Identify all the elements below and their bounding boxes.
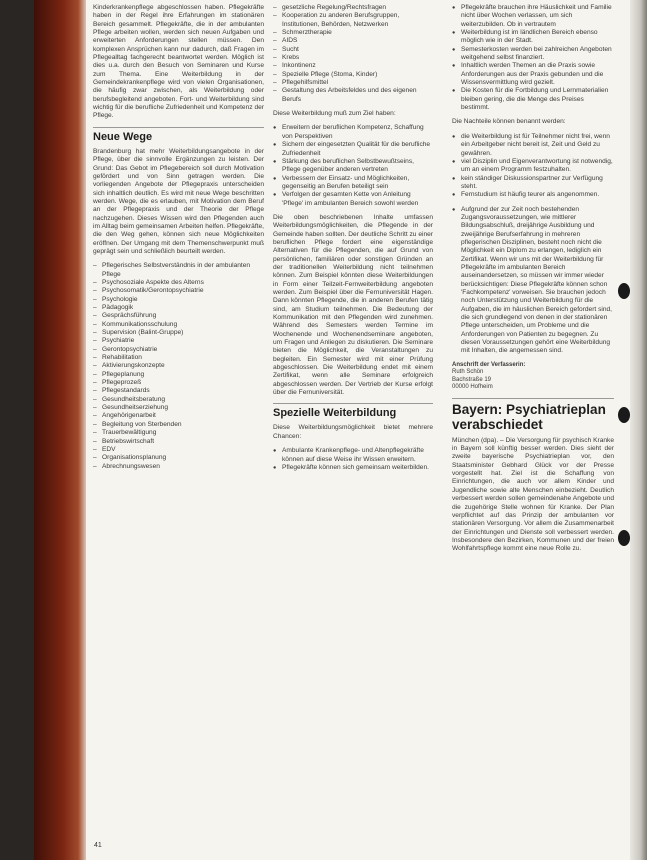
list-item: ● die Weiterbildung ist für Teilnehmer nicht frei, wenn ein Arbeitgeber nicht bereit ist, Zeit und Geld zu gewähren. — [452, 133, 614, 158]
address-line: Bachstraße 19 — [452, 376, 492, 383]
col3-drawbacks-list — [452, 133, 614, 200]
col3-tail-list — [452, 206, 614, 356]
list-item: ● Pflegekräfte können sich gemeinsam weiterbilden. — [273, 464, 433, 472]
col2-body-paragraph: Die oben beschriebenen Inhalte umfassen Weiterbildungsmöglichkeiten, die Pflegende in der Gemeinde haben sollten. Der deutliche Schritt zu einer beruflichen Pflege fordert eine eigenständige Alternativen für die Pflegenden, die auf Grund von persönlichen, familiären oder sonstigen Gründen an der traditionellen Weiterbildung nicht teilnehmen können. Zum Beispiel könnten diese Weiterbildungen in Form einer Teilzeit-Fernweiterbildung angeboten werden. Zum Beispiel über die Fernuniversität Hagen. Dann könnten Pflegende, die in anderen Berufen tätig sind, am Studium teilnehmen. Die Bedeutung der Kommunikation mit den Pflegenden wird zunehmen. Während des Semesters werden Termine im Wochenende und Wochenendseminare angeboten, um Fragen und Anliegen zu diskutieren. Die Seminare bieten die Möglichkeit, die Veranstaltungen zu begleiten. Ein Semester wird mit einer Prüfung abgeschlossen. Die Weiterbildung endet mit einem Zertifikat, wenn alle Seminare erfolgreich abgeschlossen werden. Der Vertrieb der Kurse erfolgt über die Fernuniversität. — [273, 213, 433, 397]
list-item: ● Fernstudium ist häufig teurer als angenommen. — [452, 191, 614, 199]
address-label: Anschrift der Verfasserin: — [452, 361, 526, 368]
list-item: – Gesundheitsberatung — [93, 396, 264, 404]
punch-hole-icon — [618, 283, 630, 299]
list-item: ● Inhaltlich werden Themen an die Praxis sowie Anforderungen aus der Praxis gebunden und die Wissensvermittlung wird gezielt. — [452, 62, 614, 87]
list-item: ● Aufgrund der zur Zeit noch bestehenden Zugangsvoraussetzungen, wie mittlerer Bildungsabschluß, dreijährige Ausbildung und zweijährige Berufserfahrung in mehreren pflegerischen Disziplinen, besteht noch nicht die Möglichkeit ein Diplom zu erlangen, lediglich ein Zertifikat. Wenn wir uns mit der Weiterbildung für Pflegekräfte im ambulanten Bereich auseinandersetzen, so müssen wir immer wieder berücksichtigen: Diese Pflegekräfte können schon 'Fachkompetenz' vorweisen. Sie brauchen jedoch noch Unterstützung und Weiterbildung für die Aufgaben, die im häuslichen Bereich gefordert sind, die sich grundlegend von denen in der stationären Pflege unterscheiden, um Probleme und die Anforderungen von Patienten zu begegnen. Zu diesen Voraussetzungen gehört eine Weiterbildung mit Inhalten, die angemessen sind. — [452, 206, 614, 356]
list-item: – Organisationsplanung — [93, 454, 264, 462]
col3-mid-intro: Die Nachteile können benannt werden: — [452, 118, 566, 126]
col2-topic-list — [273, 4, 433, 104]
list-item: – Pflegeprozeß — [93, 379, 264, 387]
list-item: ● Stärkung des beruflichen Selbstbewußtseins, Pflege gegenüber anderen vertreten — [273, 158, 433, 175]
col2-aims-intro: Diese Weiterbildung muß zum Ziel haben: — [273, 110, 396, 118]
column-3 — [452, 4, 614, 560]
list-item: – Abrechnungswesen — [93, 463, 264, 471]
list-item: – gesetzliche Regelung/Rechtsfragen — [273, 4, 433, 12]
list-item: – Kommunikationsschulung — [93, 321, 264, 329]
list-item: – Betriebswirtschaft — [93, 438, 264, 446]
list-item: ● Erweitern der beruflichen Kompetenz, Schaffung von Perspektiven — [273, 124, 433, 141]
list-item: – Rehabilitation — [93, 354, 264, 362]
list-item: – Supervision (Balint-Gruppe) — [93, 329, 264, 337]
list-item: – Pflegerisches Selbstverständnis in der ambulanten Pflege — [93, 262, 264, 279]
list-item: – Schmerztherapie — [273, 29, 433, 37]
list-item: – Gesprächsführung — [93, 312, 264, 320]
column-1 — [93, 4, 264, 477]
list-item: – Angehörigenarbeit — [93, 412, 264, 420]
list-item: – Pflegeplanung — [93, 371, 264, 379]
address-line: Ruth Schön — [452, 369, 484, 376]
address-line: 00000 Hofheim — [452, 384, 493, 391]
book-binding-edge — [34, 0, 86, 860]
list-item: – Psychologie — [93, 296, 264, 304]
list-item: ● Verbessern der Einsatz- und Möglichkeiten, gegenseitig an Berufen beteiligt sein — [273, 175, 433, 192]
col3-news-body: München (dpa). – Die Versorgung für psychisch Kranke in Bayern soll künftig besser werden. Dies sieht der zweite bayerische Psychiatrieplan vor, den Staatsminister Gebhard Glück vor der Presse vorgestellt hat. Ziel ist die Schaffung von Einrichtungen, die auch vor allem Kinder und Jugendliche sowie alte Menschen einbezieht. Deutlich verbessert werden sollen gemeindenahe Angebote und die zugehörige Stelle wohnen für Kranke. Der Plan verpflichtet auf das Prinzip der ambulanten vor stationären Versorgung. Vor allem die Zusammenarbeit der Einrichtungen und Dienste soll verbessert werden. Insbesondere den Bezirken, Kommunen und der freien Wohlfahrtspflege kommt eine neue Rolle zu. — [452, 436, 614, 553]
list-item: – Aktivierungskonzepte — [93, 362, 264, 370]
binder-edge — [630, 0, 647, 860]
list-item: – Gestaltung des Arbeitsfeldes und des eigenen Berufs — [273, 87, 433, 104]
list-item: ● viel Disziplin und Eigenverantwortung ist notwendig, um an einem Programm festzuhalten. — [452, 158, 614, 175]
page-number: 41 — [94, 842, 102, 849]
list-item: – Psychiatrie — [93, 337, 264, 345]
list-item: ● kein ständiger Diskussionspartner zur Verfügung steht. — [452, 175, 614, 192]
list-item: ● Verfolgen der gesamten Kette von Anleitung 'Pflege' im ambulanten Bereich sowohl werden — [273, 191, 433, 208]
col1-heading: Neue Wege — [93, 127, 264, 144]
list-item: ● Pflegekräfte brauchen ihre Häuslichkeit und Familie nicht über Wochen verlassen, um sich weiterzubilden. Ob in vertrautem — [452, 4, 614, 29]
list-item: ● Weiterbildung ist im ländlichen Bereich ebenso möglich wie in der Stadt. — [452, 29, 614, 46]
list-item: – Inkontinenz — [273, 62, 433, 70]
list-item: ● Sichern der eingesetzten Qualität für die berufliche Zufriedenheit — [273, 141, 433, 158]
list-item: – Trauerbewältigung — [93, 429, 264, 437]
list-item: ● Ambulante Krankenpflege- und Altenpflegekräfte können auf diese Weise ihr Wissen erweitern. — [273, 447, 433, 464]
col2-aims-list — [273, 124, 433, 207]
list-item: – Krebs — [273, 54, 433, 62]
list-item: – Begleitung von Sterbenden — [93, 421, 264, 429]
col3-news-heading: Bayern: Psychiatrieplan verabschiedet — [452, 398, 614, 433]
list-item: – Psychosomatik/Gerontopsychiatrie — [93, 287, 264, 295]
col1-intro-paragraph: Kinderkrankenpflege abgeschlossen haben. Pflegekräfte haben in der Regel ihre Erfahrungen im stationären Bereich gesammelt. Pflegekräfte, die in der ambulanten Pflege arbeiten wollen, werden sich neuen Aufgaben und erweiterten Anforderungen stellen müssen. Den komplexen Ansprüchen kann nur dadurch, daß Fragen im Pflegealltag fachgerecht beantwortet werden. Möglich ist dies u.a. durch den Besuch von Seminaren und Kurse zum Thema. Eine Weiterbildung in der Gemeindekrankenpflege wird von vielen Organisationen, die häufig zwar zwischen, als Weiterbildung oder berufsbegleitend angeboten. Fort- und Weiterbildung sind wichtig für die berufliche Zufriedenheit und Kompetenz der Pflege. — [93, 4, 264, 120]
list-item: – Gesundheitserziehung — [93, 404, 264, 412]
list-item: – Pflegehilfsmittel — [273, 79, 433, 87]
col2-spec-list — [273, 447, 433, 472]
col1-topic-list — [93, 262, 264, 471]
author-address — [452, 362, 614, 392]
list-item: – Sucht — [273, 46, 433, 54]
col3-advantages-list — [452, 4, 614, 112]
list-item: – Gerontopsychiatrie — [93, 346, 264, 354]
punch-hole-icon — [618, 407, 630, 423]
list-item: – Pflegestandards — [93, 387, 264, 395]
list-item: – Pädagogik — [93, 304, 264, 312]
list-item: – Kooperation zu anderen Berufsgruppen, Institutionen, Behörden, Netzwerken — [273, 12, 433, 29]
col2-heading: Spezielle Weiterbildung — [273, 403, 433, 420]
list-item: – Psychosoziale Aspekte des Alterns — [93, 279, 264, 287]
list-item: – AIDS — [273, 37, 433, 45]
col2-spec-intro: Diese Weiterbildungsmöglichkeit bietet mehrere Chancen: — [273, 424, 433, 440]
list-item: – EDV — [93, 446, 264, 454]
list-item: ● Semesterkosten werden bei zahlreichen Angeboten weitgehend selbst finanziert. — [452, 46, 614, 63]
punch-hole-icon — [618, 530, 630, 546]
list-item: ● Die Kosten für die Fortbildung und Lernmaterialien bleiben gering, die die Menge des Preises bestimmt. — [452, 87, 614, 112]
col1-body-paragraph: Brandenburg hat mehr Weiterbildungsangebote in der Pflege, über die sinnvolle Ergänzungen zu leisten. Der Grund: Das Gebot im Pflegebereich soll durch Motivation gefördert und von Sinn getragen werden. Die vorliegenden Angebote der Pflegepraxis unterscheiden sich inhaltlich deutlich. Es wird mit neue Wege beschritten werden. Wege, die es erlauben, mit Motivation dem Beruf an der Pflegepraxis und der Theorie der Pflege nachzugehen. Dieses Wissen wird den Pflegenden auch im Alltag beim gemeinsamen Arbeiten helfen. Pflegekräfte, die den Weg gehen, können sich neue Möglichkeiten eröffnen. Der Umgang mit dem Themenschwerpunkt muß geprägt sein und schließlich beurteilt werden. — [93, 147, 264, 255]
column-2 — [273, 4, 433, 478]
list-item: – Spezielle Pflege (Stoma, Kinder) — [273, 71, 433, 79]
